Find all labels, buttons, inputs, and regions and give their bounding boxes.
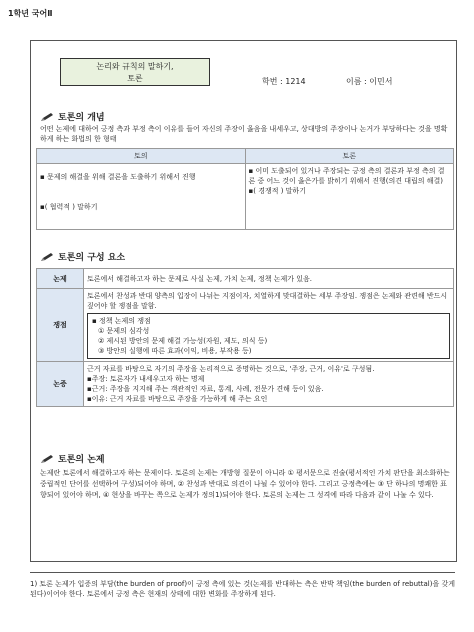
elements-heading-text: 토론의 구성 요소: [58, 253, 126, 263]
elements-table: [36, 268, 454, 407]
row-text-issue: 토론에서 찬성과 반대 양측의 입장이 나뉘는 지점이자, 치열하게 맞대결하는 세부 주장임. 쟁점은 논제와 관련해 반드시 짚어야 할 쟁점을 말함.: [87, 292, 448, 310]
debate-line-2: ▪( 경쟁적 ) 말하기: [248, 187, 306, 195]
subject-header: 1학년 국어Ⅱ: [8, 9, 53, 18]
discussion-line-1: ▪ 문제의 해결을 위해 결론을 도출하기 위해서 진행: [40, 173, 196, 181]
topic-paragraph: 논제란 토론에서 해결하고자 하는 문제이다. 토론의 논제는 개방형 질문이 아니라 ① 평서문으로 진술(평서적인 가치 판단을 최소화하는 중립적인 단어를 선택하여 구성)되어야 하며, ② 찬성과 반대로 의견이 나뉠 수 있어야 한다. 그리고 긍정측에는 ③ 단 하나의 명쾌한 표향되어 있어야 하며, ④ 현상을 바꾸는 쪽으로 논제가 정의1)되어야 한다. 토론의 논제는 그 성격에 따라 다음과 같이 나눌 수 있다.: [40, 469, 450, 499]
pencil-icon: [40, 112, 54, 122]
pencil-icon: [40, 454, 54, 464]
topic-section-heading: [40, 452, 105, 465]
concept-heading-text: 토론의 개념: [58, 113, 105, 123]
debate-cell: [245, 164, 454, 230]
row-label-topic: 논제: [37, 269, 84, 289]
row-text-argument: 근거 자료를 바탕으로 자기의 주장을 논리적으로 증명하는 것으로, '주장, 근거, 이유'로 구성됨.: [87, 365, 375, 373]
topic-heading-text: 토론의 논제: [58, 455, 105, 465]
discussion-cell: [37, 164, 246, 230]
footnote: 1) 토론 논제가 입증의 부담(the burden of proof)이 긍정 측에 있는 것(논제를 반대하는 측은 반박 책임(the burden of rebuttal)을 갖게 된다)이어야 한다. 토론에서 긍정 측은 현재의 상태에 대한 변화를 주장하게 된다.: [30, 572, 455, 599]
col-head-discussion: 토의: [37, 149, 246, 164]
elements-section-heading: [40, 250, 125, 263]
argument-reason: ▪이유: 근거 자료를 바탕으로 주장을 가능하게 해 주는 요인: [87, 395, 268, 403]
row-label-argument: 논증: [37, 362, 84, 407]
student-id: 학번 : 1214: [262, 77, 306, 86]
title-line-2: 토론: [127, 74, 143, 83]
row-label-issue: 쟁점: [37, 289, 84, 362]
row-issue-cell: [84, 289, 454, 362]
policy-issue-2: ② 제시된 방안의 문제 해결 가능성(자원, 제도, 의식 등): [98, 337, 268, 345]
policy-issue-title: ▪ 정책 논제의 쟁점: [92, 317, 151, 325]
policy-issue-3: ③ 방안의 실행에 따른 효과(이익, 비용, 부작용 등): [98, 347, 252, 355]
worksheet-title: [60, 58, 210, 86]
title-line-1: 논리와 규칙의 말하기,: [96, 62, 174, 71]
concept-section-heading: [40, 110, 105, 123]
row-text-topic: 토론에서 해결하고자 하는 문제로 사실 논제, 가치 논제, 정책 논제가 있음.: [84, 269, 454, 289]
col-head-debate: 토론: [245, 149, 454, 164]
concept-table: [36, 148, 454, 230]
concept-description: 어떤 논제에 대하여 긍정 측과 부정 측이 이유를 들어 자신의 주장이 옳음을 내세우고, 상대방의 주장이나 논거가 부당하다는 것을 명확하게 하는 화법의 한 형태: [40, 125, 448, 143]
student-name: 이름 : 이민서: [346, 77, 393, 86]
row-argument-cell: [84, 362, 454, 407]
policy-issue-box: [87, 313, 450, 359]
debate-line-1: ▪ 이미 도출되어 있거나 주장되는 긍정 측의 결론과 부정 측의 결론 중 어느 것이 옳은가를 밝히기 위해서 진행(의견 대립의 해결): [248, 167, 445, 185]
policy-issue-1: ① 문제의 심각성: [98, 327, 150, 335]
discussion-line-2: ▪( 협력적 ) 말하기: [40, 203, 98, 211]
argument-evidence: ▪근거: 주장을 지지해 주는 객관적인 자료, 통계, 사례, 전문가 견해 등이 있음.: [87, 385, 324, 393]
pencil-icon: [40, 252, 54, 262]
argument-claim: ▪주장: 토론자가 내세우고자 하는 명제: [87, 375, 205, 383]
